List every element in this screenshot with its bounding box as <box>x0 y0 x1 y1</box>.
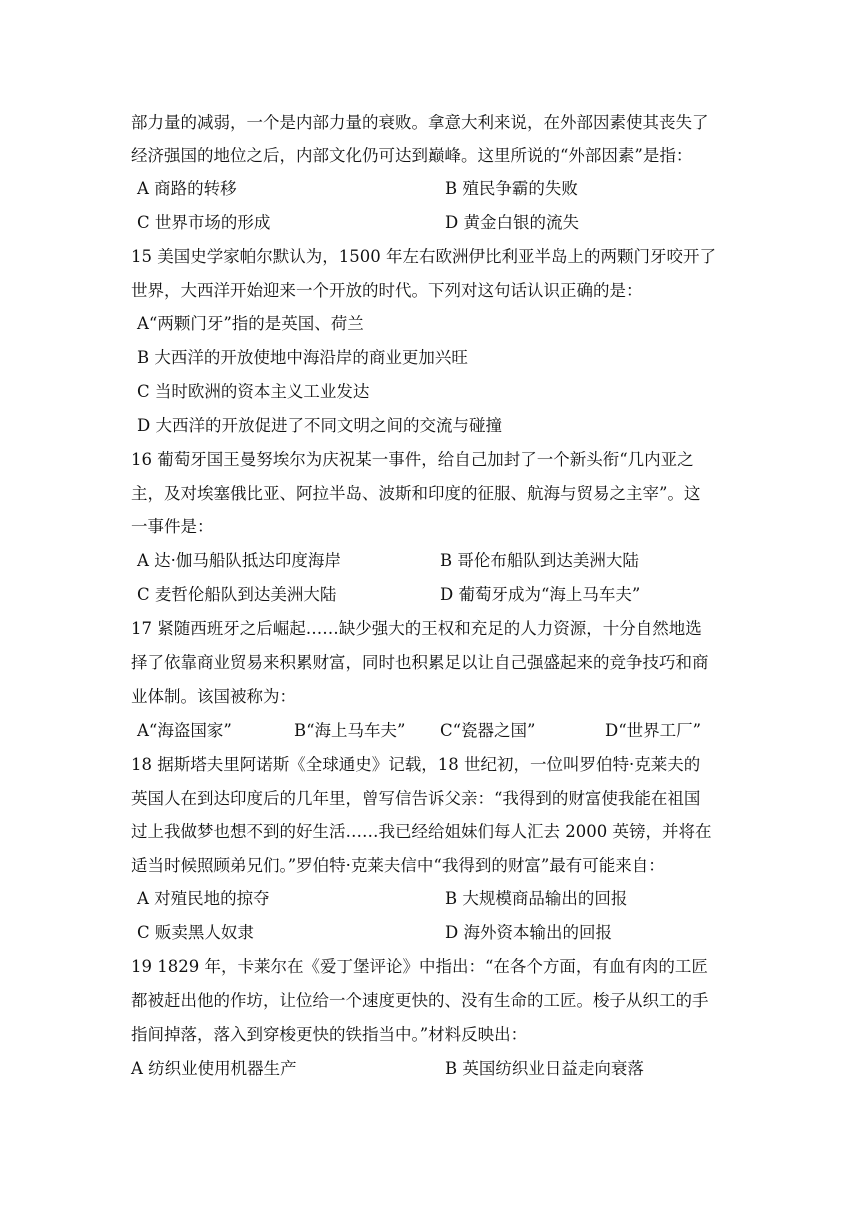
q16-text-line-3: 一事件是： <box>131 517 214 536</box>
q15-option-c: C 当时欧洲的资本主义工业发达 <box>137 382 370 401</box>
q15-option-b: B 大西洋的开放使地中海沿岸的商业更加兴旺 <box>137 348 468 367</box>
q15-text-line-1: 15 美国史学家帕尔默认为，1500 年左右欧洲伊比利亚半岛上的两颗门牙咬开了 <box>131 247 716 266</box>
q17-option-c: C“瓷器之国” <box>440 721 536 740</box>
q18-text-line-4: 适当时候照顾弟兄们。”罗伯特·克莱夫信中“我得到的财富”最有可能来自： <box>131 856 665 875</box>
q17-text-line-3: 业体制。该国被称为： <box>131 687 296 706</box>
q16-option-b: B 哥伦布船队到达美洲大陆 <box>440 551 639 570</box>
q17-option-a: A“海盗国家” <box>137 721 232 740</box>
q19-text-line-1: 19 1829 年，卡莱尔在《爱丁堡评论》中指出：“在各个方面，有血有肉的工匠 <box>131 957 708 976</box>
q18-text-line-2: 英国人在到达印度后的几年里，曾写信告诉父亲：“我得到的财富使我能在祖国 <box>131 789 701 808</box>
q16-option-c: C 麦哲伦船队到达美洲大陆 <box>137 585 337 604</box>
q17-text-line-1: 17 紧随西班牙之后崛起……缺少强大的王权和充足的人力资源，十分自然地选 <box>131 619 702 638</box>
q19-option-a: A 纺织业使用机器生产 <box>131 1059 297 1078</box>
q17-text-line-2: 择了依靠商业贸易来积累财富，同时也积累足以让自己强盛起来的竞争技巧和商 <box>131 653 709 672</box>
q16-text-line-1: 16 葡萄牙国王曼努埃尔为庆祝某一事件，给自己加封了一个新头衔“几内亚之 <box>131 450 694 469</box>
q18-option-a: A 对殖民地的掠夺 <box>137 889 270 908</box>
q17-option-b: B“海上马车夫” <box>294 721 406 740</box>
q14-option-b: B 殖民争霸的失败 <box>445 179 578 198</box>
q19-option-b: B 英国纺织业日益走向衰落 <box>445 1059 644 1078</box>
q18-text-line-3: 过上我做梦也想不到的好生活……我已经给姐妹们每人汇去 2000 英镑，并将在 <box>131 822 712 841</box>
q16-text-line-2: 主，及对埃塞俄比亚、阿拉半岛、波斯和印度的征服、航海与贸易之主宰”。这 <box>131 484 701 503</box>
q15-option-d: D 大西洋的开放促进了不同文明之间的交流与碰撞 <box>137 416 502 435</box>
q14-text-line-2: 经济强国的地位之后，内部文化仍可达到巅峰。这里所说的“外部因素”是指： <box>131 146 693 165</box>
q14-text-line-1: 部力量的减弱，一个是内部力量的衰败。拿意大利来说，在外部因素使其丧失了 <box>131 113 709 132</box>
q18-option-b: B 大规模商品输出的回报 <box>445 889 628 908</box>
q19-text-line-3: 指间掉落，落入到穿梭更快的铁指当中。”材料反映出： <box>131 1025 528 1044</box>
q18-option-c: C 贩卖黑人奴隶 <box>137 923 254 942</box>
q15-option-a: A“两颗门牙”指的是英国、荷兰 <box>137 314 364 333</box>
q14-option-c: C 世界市场的形成 <box>137 213 271 232</box>
q19-text-line-2: 都被赶出他的作坊，让位给一个速度更快的、没有生命的工匠。梭子从织工的手 <box>131 991 709 1010</box>
q14-option-a: A 商路的转移 <box>137 179 237 198</box>
q15-text-line-2: 世界，大西洋开始迎来一个开放的时代。下列对这句话认识正确的是： <box>131 281 643 300</box>
q14-option-d: D 黄金白银的流失 <box>445 213 579 232</box>
q18-text-line-1: 18 据斯塔夫里阿诺斯《全球通史》记载，18 世纪初，一位叫罗伯特·克莱夫的 <box>131 755 701 774</box>
q18-option-d: D 海外资本输出的回报 <box>445 923 612 942</box>
q16-option-d: D 葡萄牙成为“海上马车夫” <box>440 585 641 604</box>
q17-option-d: D“世界工厂” <box>605 721 702 740</box>
q16-option-a: A 达·伽马船队抵达印度海岸 <box>137 551 341 570</box>
